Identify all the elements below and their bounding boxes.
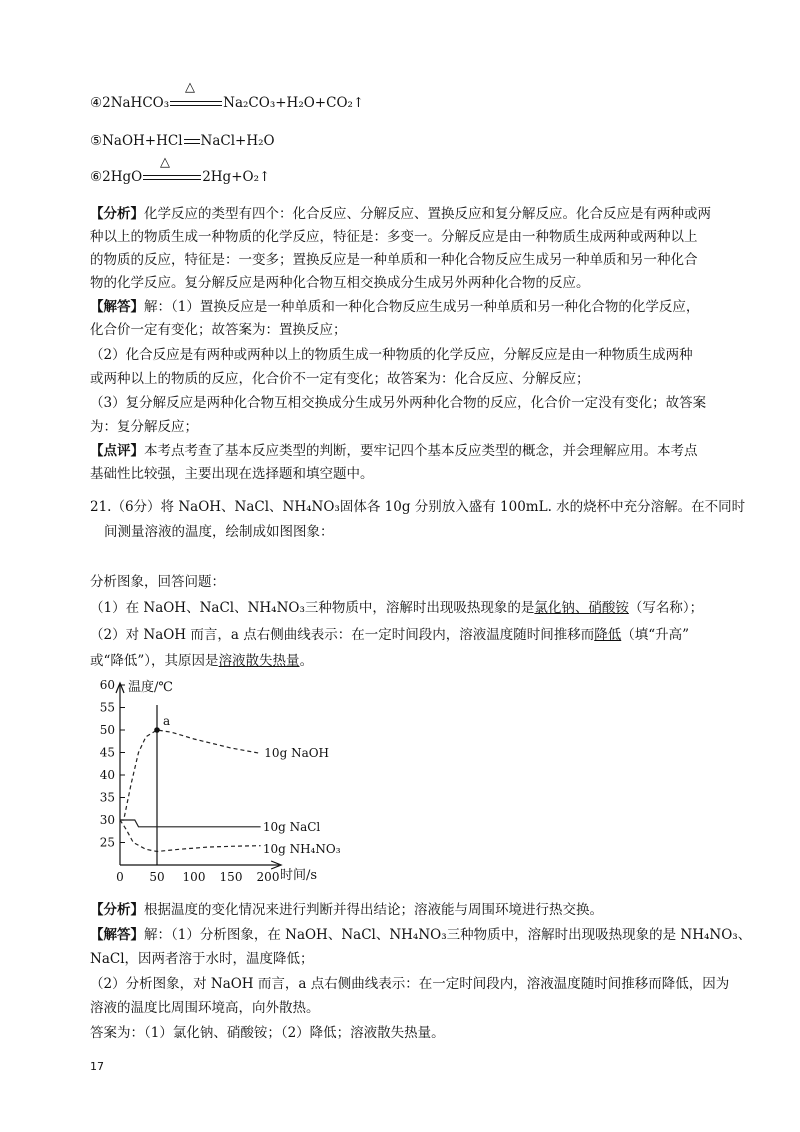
answer2-text: 解：（1）分析图象，在 NaOH、NaCl、NH₄NO₃三种物质中，溶解时出现吸热现象的是 NH₄NO₃、 — [144, 927, 752, 943]
comment-text: 本考点考查了基本反应类型的判断，要牢记四个基本反应类型的概念，并会理解应用。本考点 — [144, 443, 698, 459]
x-tick-label: 0 — [116, 870, 124, 884]
comment-tag: 【点评】 — [90, 443, 144, 459]
y-tick-label: 25 — [99, 835, 115, 850]
part-1-text: （1）在 NaOH、NaCl、NH₄NO₃三种物质中，溶解时出现吸热现象的是 — [90, 600, 535, 616]
series-line-0 — [120, 730, 261, 820]
equation-6-condition: △ — [160, 155, 170, 170]
analysis-text: 化学反应的类型有四个：化合反应、分解反应、置换反应和复分解反应。化合反应是有两种或两 — [144, 206, 711, 222]
part-2-text: （2）对 NaOH 而言，a 点右侧曲线表示：在一定时间段内，溶液温度随时间推移而 — [90, 627, 595, 643]
x-tick-label: 50 — [149, 870, 165, 884]
y-tick-label: 40 — [99, 768, 115, 782]
y-tick-label: 60 — [99, 678, 115, 692]
answer2-line-2: NaCl，因两者溶于水时，温度降低； — [90, 951, 314, 967]
question-21-line-2: 间测量溶液的温度，绘制成如图图象： — [104, 524, 334, 540]
part-2-answer: 降低 — [594, 627, 622, 643]
equation-6-sign — [143, 175, 201, 180]
answer2-line-1 — [90, 925, 751, 945]
point-a-label: a — [163, 714, 171, 728]
equation-4-number: ④ — [90, 95, 103, 111]
equation-6-right: 2Hg+O₂↑ — [202, 169, 271, 185]
answer1-line-3: （2）化合反应是有两种或两种以上的物质生成一种物质的化学反应，分解反应是由一种物质生成两种 — [90, 347, 693, 363]
equation-5 — [90, 133, 275, 149]
question-21-part-1 — [90, 598, 703, 618]
equation-4-sign — [170, 101, 222, 106]
part-3-answer: 溶液散失热量 — [218, 653, 300, 669]
point-a — [154, 727, 160, 733]
equation-4-right: Na₂CO₃+H₂O+CO₂↑ — [223, 95, 365, 111]
comment1-line-2: 基础性比较强，主要出现在选择题和填空题中。 — [90, 466, 374, 482]
x-tick-label: 200 — [256, 870, 280, 884]
answer2-line-3: （2）分析图象，对 NaOH 而言，a 点右侧曲线表示：在一定时间段内，溶液温度随时间推移而降低，因为 — [90, 976, 730, 992]
equation-5-left: NaOH+HCl — [102, 133, 183, 149]
equation-5-sign — [184, 139, 200, 144]
analysis-tag: 【分析】 — [90, 206, 144, 222]
analysis1-line-3: 的物质的反应，特征是：一变多；置换反应是一种单质和一种化合物反应生成另一种单质和另一种化合 — [90, 252, 698, 268]
x-axis-label: 时间/s — [280, 868, 318, 883]
analysis2-line-1 — [90, 900, 603, 920]
analysis1-line-4: 物的化学反应。复分解反应是两种化合物互相交换成分生成另外两种化合物的反应。 — [90, 275, 590, 291]
part-2-suffix: （填“升高” — [621, 627, 690, 643]
equation-6-left: 2HgO — [102, 169, 143, 185]
y-tick-label: 35 — [99, 790, 115, 805]
answer2-tag: 【解答】 — [90, 927, 144, 943]
answer1-line-6: 为：复分解反应； — [90, 419, 198, 435]
answer2-line-5: 答案为：（1）氯化钠、硝酸铵；（2）降低；溶液散失热量。 — [90, 1025, 445, 1041]
answer1-line-2: 化合价一定有变化；故答案为：置换反应； — [90, 322, 347, 338]
question-21-prompt: 分析图象，回答问题： — [90, 574, 225, 590]
analysis1-line-2: 种以上的物质生成一种物质的化学反应，特征是：多变一。分解反应是由一种物质生成两种或两种以上 — [90, 229, 698, 245]
analysis2-tag: 【分析】 — [90, 902, 144, 918]
series-line-2 — [120, 820, 261, 852]
part-1-suffix: （写名称）； — [628, 600, 704, 616]
part-3-suffix: 。 — [299, 653, 314, 669]
equation-5-number: ⑤ — [90, 133, 103, 149]
temperature-time-chart — [80, 675, 380, 895]
page-number: 17 — [90, 1060, 104, 1073]
equation-5-right: NaCl+H₂O — [200, 133, 275, 149]
answer1-line-1 — [90, 297, 699, 317]
answer-text: 解：（1）置换反应是一种单质和一种化合物反应生成另一种单质和另一种化合物的化学反应， — [144, 299, 700, 315]
part-3-text: 或“降低”），其原因是 — [90, 653, 219, 669]
analysis2-text: 根据温度的变化情况来进行判断并得出结论；溶液能与周围环境进行热交换。 — [144, 902, 603, 918]
y-tick-label: 45 — [99, 745, 115, 760]
series-label-0: 10g NaOH — [264, 746, 330, 760]
x-tick-label: 100 — [182, 870, 206, 884]
question-21-part-2 — [90, 625, 689, 645]
answer1-line-5: （3）复分解反应是两种化合物互相交换成分生成另外两种化合物的反应，化合价一定没有变化；故答案 — [90, 395, 707, 411]
answer-tag: 【解答】 — [90, 299, 144, 315]
y-tick-label: 50 — [99, 723, 115, 737]
equation-6-number: ⑥ — [90, 169, 103, 185]
equation-4 — [90, 95, 364, 111]
question-21-part-3 — [90, 651, 313, 671]
y-axis-label: 温度/℃ — [128, 680, 173, 695]
x-tick-label: 150 — [219, 870, 243, 884]
y-tick-label: 30 — [99, 813, 115, 827]
series-line-1 — [120, 820, 261, 827]
equation-6 — [90, 169, 270, 185]
equation-4-left: 2NaHCO₃ — [102, 95, 170, 111]
series-label-2: 10g NH₄NO₃ — [262, 842, 341, 856]
equation-4-condition: △ — [185, 80, 195, 95]
question-21-line-1: 21.（6分）将 NaOH、NaCl、NH₄NO₃固体各 10g 分别放入盛有 100mL. 水的烧杯中充分溶解。在不同时 — [90, 499, 746, 515]
comment1-line-1 — [90, 441, 698, 461]
analysis1-line-1 — [90, 204, 711, 224]
y-tick-label: 55 — [99, 700, 115, 715]
series-label-1: 10g NaCl — [262, 819, 321, 834]
part-1-answer: 氯化钠、硝酸铵 — [534, 600, 629, 616]
answer2-line-4: 溶液的温度比周围环境高，向外散热。 — [90, 1000, 320, 1016]
answer1-line-4: 或两种以上的物质的反应，化合价不一定有变化；故答案为：化合反应、分解反应； — [90, 371, 590, 387]
